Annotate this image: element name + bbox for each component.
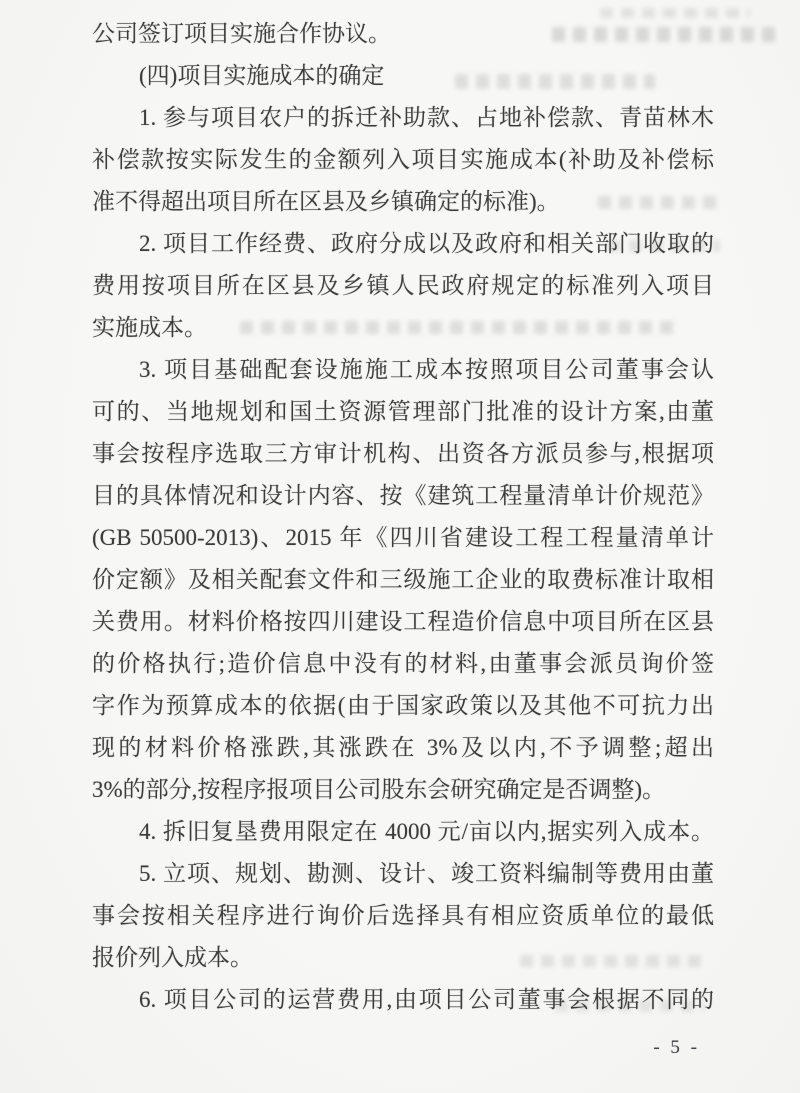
text-line: 可的、当地规划和国土资源管理部门批准的设计方案,由董 <box>92 399 714 424</box>
text-line: 费用按项目所在区县及乡镇人民政府规定的标准列入项目 <box>92 273 714 298</box>
text-line: 的价格执行;造价信息中没有的材料,由董事会派员询价签 <box>92 651 714 676</box>
text-line: 实施成本。 <box>92 315 207 340</box>
text-line: 公司签订项目实施合作协议。 <box>92 21 391 46</box>
text-line: 3%的部分,按程序报项目公司股东会研究确定是否调整)。 <box>92 777 666 802</box>
text-line: 价定额》及相关配套文件和三级施工企业的取费标准计取相 <box>92 567 714 592</box>
text-line: (四)项目实施成本的确定 <box>139 63 385 88</box>
text-line: 6. 项目公司的运营费用,由项目公司董事会根据不同的 <box>139 987 714 1012</box>
text-line: 3. 项目基础配套设施施工成本按照项目公司董事会认 <box>139 357 714 382</box>
text-line: 2. 项目工作经费、政府分成以及政府和相关部门收取的 <box>139 231 714 256</box>
text-line: 事会按相关程序进行询价后选择具有相应资质单位的最低 <box>92 903 714 928</box>
text-line: (GB 50500-2013)、2015 年《四川省建设工程工程量清单计 <box>92 525 714 550</box>
text-line: 报价列入成本。 <box>92 945 253 970</box>
text-line: 准不得超出项目所在区县及乡镇确定的标准)。 <box>92 189 560 214</box>
text-line: 字作为预算成本的依据(由于国家政策以及其他不可抗力出 <box>92 693 714 718</box>
page-number: - 5 - <box>653 1037 700 1058</box>
text-line: 4. 拆旧复垦费用限定在 4000 元/亩以内,据实列入成本。 <box>139 819 714 844</box>
document-body <box>92 13 714 1021</box>
text-line: 现的材料价格涨跌,其涨跌在 3%及以内,不予调整;超出 <box>92 735 714 760</box>
text-line: 目的具体情况和设计内容、按《建筑工程量清单计价规范》 <box>92 483 714 508</box>
text-line: 5. 立项、规划、勘测、设计、竣工资料编制等费用由董 <box>139 861 714 886</box>
text-line: 事会按程序选取三方审计机构、出资各方派员参与,根据项 <box>92 441 714 466</box>
text-line: 关费用。材料价格按四川建设工程造价信息中项目所在区县 <box>92 609 714 634</box>
text-line: 补偿款按实际发生的金额列入项目实施成本(补助及补偿标 <box>92 147 714 172</box>
text-line: 1. 参与项目农户的拆迁补助款、占地补偿款、青苗林木 <box>139 105 714 130</box>
